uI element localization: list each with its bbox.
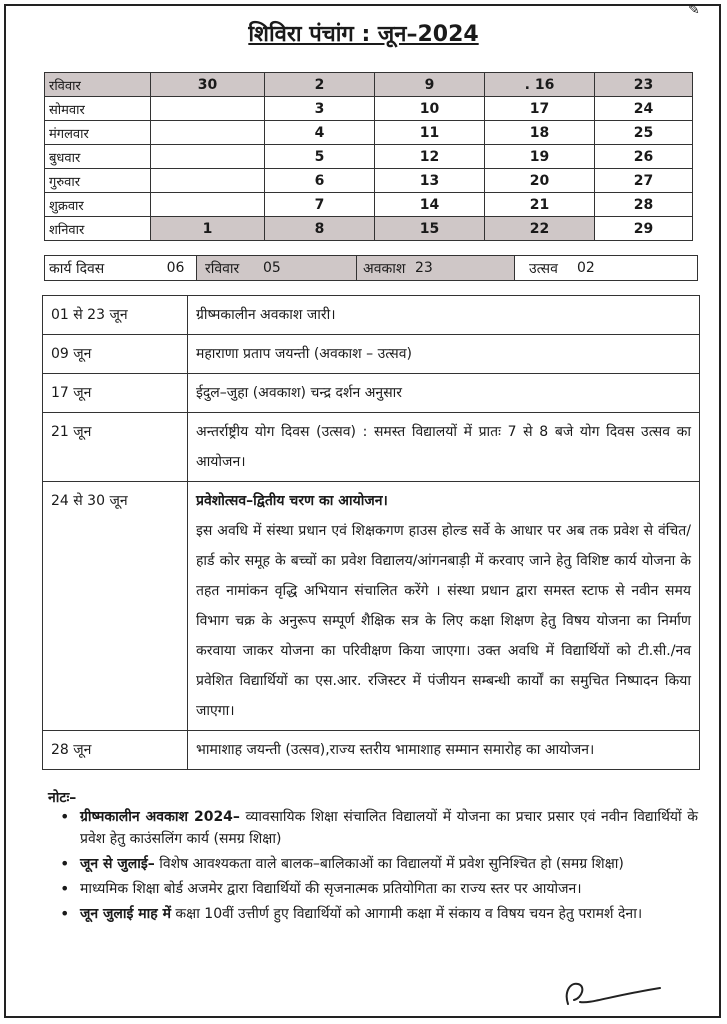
calendar-date-cell: 14 (375, 193, 485, 217)
event-row (43, 482, 700, 731)
calendar-date-cell: 6 (265, 169, 375, 193)
calendar-day-name: गुरुवार (45, 169, 151, 193)
calendar-date-cell: 20 (485, 169, 595, 193)
event-row (43, 296, 700, 335)
calendar-date-cell: 12 (375, 145, 485, 169)
calendar-date-cell: 7 (265, 193, 375, 217)
note-item (58, 806, 698, 850)
calendar-day-name: बुधवार (45, 145, 151, 169)
event-description: इस अवधि में संस्था प्रधान एवं शिक्षकगण हाउस होल्ड सर्वे के आधार पर अब तक प्रवेश से वंचित/हार्ड कोर समूह के बच्चों का प्रवेश विद्यालय/आंगनबाड़ी में करवाए जाने हेतु विशिष्ट कार्य योजना के तहत नामांकन वृद्धि अभियान संचालित करेंगे । संस्था प्रधान द्वारा समस्त स्टाफ से नवीन समय विभाग चक्र के अनुरूप सम्पूर्ण शैक्षिक सत्र के लिए कक्षा शिक्षण हेतु विषय योजना का निर्माण करवाया जाकर योजना का परिवीक्षण किया जाएगा। उक्त अवधि में विद्यार्थियों को टी.सी./नव प्रवेशित विद्यार्थियों का एस.आर. रजिस्टर में पंजीयन सम्बन्धी कार्यों का समुचित निष्पादन किया जाएगा। (196, 523, 691, 719)
calendar-date-cell: 4 (265, 121, 375, 145)
calendar-date-cell: 22 (485, 217, 595, 241)
corner-pencil-mark: ✎ (688, 2, 700, 18)
festivals-label: उत्सव (529, 260, 558, 277)
note-bold: ग्रीष्मकालीन अवकाश 2024– (80, 809, 240, 825)
bullet-icon: • (60, 854, 70, 873)
event-description: ग्रीष्मकालीन अवकाश जारी। (188, 296, 700, 335)
calendar-date-cell (151, 97, 265, 121)
calendar-date-cell: 5 (265, 145, 375, 169)
calendar-date-cell (151, 193, 265, 217)
calendar-row (45, 145, 693, 169)
notes-list (58, 806, 698, 928)
work-days-value: 06 (155, 256, 197, 280)
calendar-date-cell: . 16 (485, 73, 595, 97)
note-text: विशेष आवश्यकता वाले बालक–बालिकाओं का विद्यालयों में प्रवेश सुनिश्चित हो (समग्र शिक्षा) (154, 856, 624, 872)
holidays-value: 23 (413, 256, 515, 280)
calendar-day-name: मंगलवार (45, 121, 151, 145)
calendar-date-cell: 17 (485, 97, 595, 121)
note-bold: जून जुलाई माह में (80, 906, 171, 922)
event-date: 24 से 30 जून (43, 482, 188, 731)
bullet-icon: • (60, 807, 70, 826)
calendar-day-name: शनिवार (45, 217, 151, 241)
event-row (43, 413, 700, 482)
note-item (58, 903, 698, 925)
calendar-date-cell: 19 (485, 145, 595, 169)
event-date: 01 से 23 जून (43, 296, 188, 335)
event-date: 17 जून (43, 374, 188, 413)
work-days-label: कार्य दिवस (49, 260, 105, 277)
event-description: ईदुल–जुहा (अवकाश) चन्द्र दर्शन अनुसार (188, 374, 700, 413)
calendar-date-cell: 11 (375, 121, 485, 145)
event-date: 28 जून (43, 731, 188, 770)
calendar-date-cell: 13 (375, 169, 485, 193)
event-date: 21 जून (43, 413, 188, 482)
calendar-date-cell (151, 145, 265, 169)
calendar-day-name: सोमवार (45, 97, 151, 121)
event-row (43, 335, 700, 374)
notes-label: नोटः– (48, 790, 77, 806)
note-text: व्यावसायिक शिक्षा संचालित विद्यालयों में योजना का प्रचार प्रसार एवं नवीन विद्यार्थियों के प्रवेश हेतु काउंसलिंग कार्य (समग्र शिक्षा) (80, 809, 698, 847)
event-date: 09 जून (43, 335, 188, 374)
calendar-day-name: शुक्रवार (45, 193, 151, 217)
signature-mark (560, 974, 670, 1010)
note-text: कक्षा 10वीं उत्तीर्ण हुए विद्यार्थियों को आगामी कक्षा में संकाय व विषय चयन हेतु परामर्श देना। (170, 906, 643, 922)
calendar-date-cell: 27 (595, 169, 693, 193)
calendar-grid (44, 72, 693, 241)
holidays-label: अवकाश (357, 256, 413, 280)
calendar-row (45, 169, 693, 193)
calendar-date-cell: 9 (375, 73, 485, 97)
calendar-date-cell: 26 (595, 145, 693, 169)
note-item (58, 878, 698, 900)
calendar-date-cell: 24 (595, 97, 693, 121)
calendar-date-cell: 3 (265, 97, 375, 121)
page-title: शिविरा पंचांग : जून–2024 (248, 22, 479, 47)
calendar-date-cell: 18 (485, 121, 595, 145)
calendar-summary (44, 255, 698, 281)
event-heading: प्रवेशोत्सव–द्वितीय चरण का आयोजन। (196, 493, 388, 509)
calendar-date-cell: 21 (485, 193, 595, 217)
calendar-date-cell: 2 (265, 73, 375, 97)
calendar-date-cell (151, 169, 265, 193)
calendar-row (45, 121, 693, 145)
event-description-block (188, 482, 700, 731)
bullet-icon: • (60, 904, 70, 923)
calendar-date-cell: 29 (595, 217, 693, 241)
festivals-value: 02 (577, 260, 595, 276)
sundays-value: 05 (257, 256, 357, 280)
note-text: माध्यमिक शिक्षा बोर्ड अजमेर द्वारा विद्यार्थियों की सृजनात्मक प्रतियोगिता का राज्य स्तर पर आयोजन। (80, 881, 582, 897)
note-item (58, 853, 698, 875)
events-table (42, 295, 700, 770)
event-row (43, 731, 700, 770)
calendar-date-cell: 23 (595, 73, 693, 97)
calendar-date-cell (151, 121, 265, 145)
calendar-date-cell: 30 (151, 73, 265, 97)
calendar-date-cell: 1 (151, 217, 265, 241)
bullet-icon: • (60, 879, 70, 898)
calendar-row (45, 217, 693, 241)
sundays-label: रविवार (197, 256, 257, 280)
calendar-row (45, 73, 693, 97)
calendar-date-cell: 28 (595, 193, 693, 217)
calendar-day-name: रविवार (45, 73, 151, 97)
calendar-date-cell: 15 (375, 217, 485, 241)
event-description: महाराणा प्रताप जयन्ती (अवकाश – उत्सव) (188, 335, 700, 374)
event-description: अन्तर्राष्ट्रीय योग दिवस (उत्सव) : समस्त विद्यालयों में प्रातः 7 से 8 बजे योग दिवस उत्सव का आयोजन। (188, 413, 700, 482)
calendar-row (45, 193, 693, 217)
calendar-date-cell: 25 (595, 121, 693, 145)
note-bold: जून से जुलाई– (80, 856, 155, 872)
event-row (43, 374, 700, 413)
calendar-row (45, 97, 693, 121)
calendar-date-cell: 10 (375, 97, 485, 121)
calendar-date-cell: 8 (265, 217, 375, 241)
event-description: भामाशाह जयन्ती (उत्सव),राज्य स्तरीय भामाशाह सम्मान समारोह का आयोजन। (188, 731, 700, 770)
